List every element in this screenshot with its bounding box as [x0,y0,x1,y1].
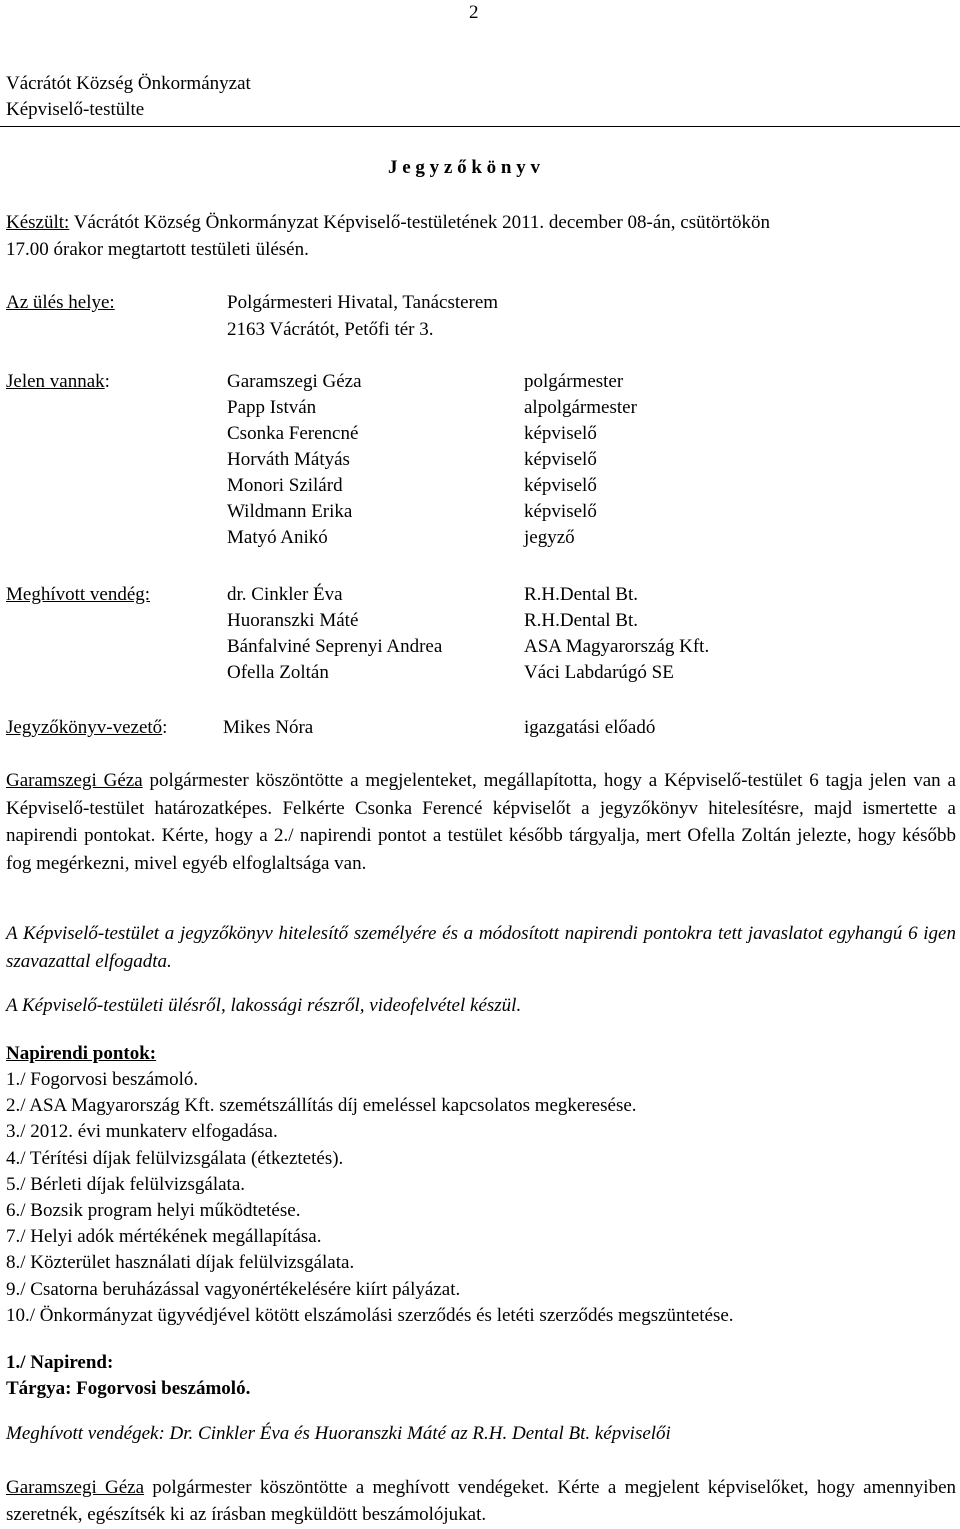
present-role: képviselő [524,501,597,522]
guest-name: dr. Cinkler Éva [227,584,343,605]
present-label [6,369,110,395]
prepared-text: Vácrátót Község Önkormányzat Képviselő-testületének 2011. december 08-án, csütörtökön [69,212,770,233]
header-divider [0,126,960,127]
item1-speaker: Garamszegi Géza [6,1477,145,1498]
present-label-colon: : [104,371,110,392]
organization-body: Képviselő-testülte [6,99,145,120]
item1-paragraph [6,1474,956,1528]
present-role: képviselő [524,423,597,444]
agenda-item: 2./ ASA Magyarország Kft. szemétszállítás díj emeléssel kapcsolatos megkeresése. [6,1095,637,1117]
guest-name: Bánfalviné Seprenyi Andrea [227,636,443,657]
agenda-item: 6./ Bozsik program helyi működtetése. [6,1200,301,1222]
agenda-heading: Napirendi pontok: [6,1043,157,1064]
present-name: Csonka Ferencné [227,423,359,444]
item1-heading: 1./ Napirend: [6,1352,114,1373]
guest-org: R.H.Dental Bt. [524,610,638,631]
opening-text: polgármester köszöntötte a megjelenteket, megállapította, hogy a Képviselő-testület 6 tagja jelen van a Képviselő-testület határozatképes. Felkérte Csonka Ferencé képviselőt a jegyzőkönyv hitelesítésre, majd ismertette a napirendi pontokat. Kérte, hogy a 2./ napirendi pontot a testület később tárgyalja, mert Ofella Zoltán jelezte, hogy később fog megérkezni, mivel egyéb elfoglaltsága van. [6,770,956,874]
page-number: 2 [469,2,479,23]
present-role: képviselő [524,475,597,496]
document-header [6,71,251,123]
agenda-item: 8./ Közterület használati díjak felülvizsgálata. [6,1252,355,1274]
venue-label: Az ülés helye: [6,292,115,313]
agenda-list [6,1067,734,1329]
agenda-item: 3./ 2012. évi munkaterv elfogadása. [6,1121,278,1143]
venue-line2: 2163 Vácrátót, Petőfi tér 3. [227,319,434,340]
prepared-line1 [6,210,770,236]
document-title: J e g y z ő k ö n y v [388,157,540,178]
present-name: Matyó Anikó [227,527,328,548]
present-role: polgármester [524,371,624,392]
opening-speaker: Garamszegi Géza [6,770,143,791]
guest-org: ASA Magyarország Kft. [524,636,710,657]
guest-names [227,582,442,686]
guest-name: Huoranszki Máté [227,610,359,631]
prepared-label: Készült: [6,212,70,233]
present-roles [524,369,637,551]
venue-line1: Polgármesteri Hivatal, Tanácsterem [227,292,499,313]
recorder-name: Mikes Nóra [223,717,314,738]
present-name: Garamszegi Géza [227,371,362,392]
recorder-label [6,715,167,741]
present-role: alpolgármester [524,397,637,418]
present-name: Wildmann Erika [227,501,353,522]
present-name: Papp István [227,397,317,418]
present-label-text: Jelen vannak [6,371,105,392]
guest-org: R.H.Dental Bt. [524,584,638,605]
agenda-item: 1./ Fogorvosi beszámoló. [6,1069,199,1090]
opening-paragraph [6,767,956,877]
agenda-item: 9./ Csatorna beruházással vagyonértékelésére kiírt pályázat. [6,1278,461,1300]
agenda-item: 5./ Bérleti díjak felülvizsgálata. [6,1173,246,1195]
guest-orgs [524,582,709,686]
agenda-item: 10./ Önkormányzat ügyvédjével kötött elszámolási szerződés és letéti szerződés megszüntetése. [6,1304,734,1326]
present-role: jegyző [524,527,575,548]
present-names [227,369,362,551]
recorder-role: igazgatási előadó [524,717,656,738]
prepared-line2: 17.00 órakor megtartott testületi ülésén. [6,239,309,260]
guests-label: Meghívott vendég: [6,584,151,605]
item1-text: polgármester köszöntötte a meghívott vendégeket. Kérte a megjelent képviselőket, hogy amennyiben szeretnék, egészítsék ki az írásban megküldött beszámolójukat. [6,1477,957,1525]
organization-name: Vácrátót Község Önkormányzat [6,73,251,94]
item1-guests-note: Meghívott vendégek: Dr. Cinkler Éva és Huoranszki Máté az R.H. Dental Bt. képviselői [6,1423,671,1444]
present-role: képviselő [524,449,597,470]
guest-org: Váci Labdarúgó SE [524,662,674,683]
agenda-item: 4./ Térítési díjak felülvizsgálata (étkeztetés). [6,1147,344,1169]
agenda-item: 7./ Helyi adók mértékének megállapítása. [6,1226,322,1248]
present-name: Monori Szilárd [227,475,343,496]
present-name: Horváth Mátyás [227,449,350,470]
recorder-label-text: Jegyzőkönyv-vezető [6,717,163,738]
guest-name: Ofella Zoltán [227,662,329,683]
recorder-label-colon: : [162,717,168,738]
recording-note: A Képviselő-testületi ülésről, lakossági részről, videofelvétel készül. [6,995,522,1016]
item1-subject: Tárgya: Fogorvosi beszámoló. [6,1378,251,1399]
resolution-paragraph: A Képviselő-testület a jegyzőkönyv hitelesítő személyére és a módosított napirendi pontokra tett javaslatot egyhangú 6 igen szavazattal elfogadta. [6,923,956,972]
